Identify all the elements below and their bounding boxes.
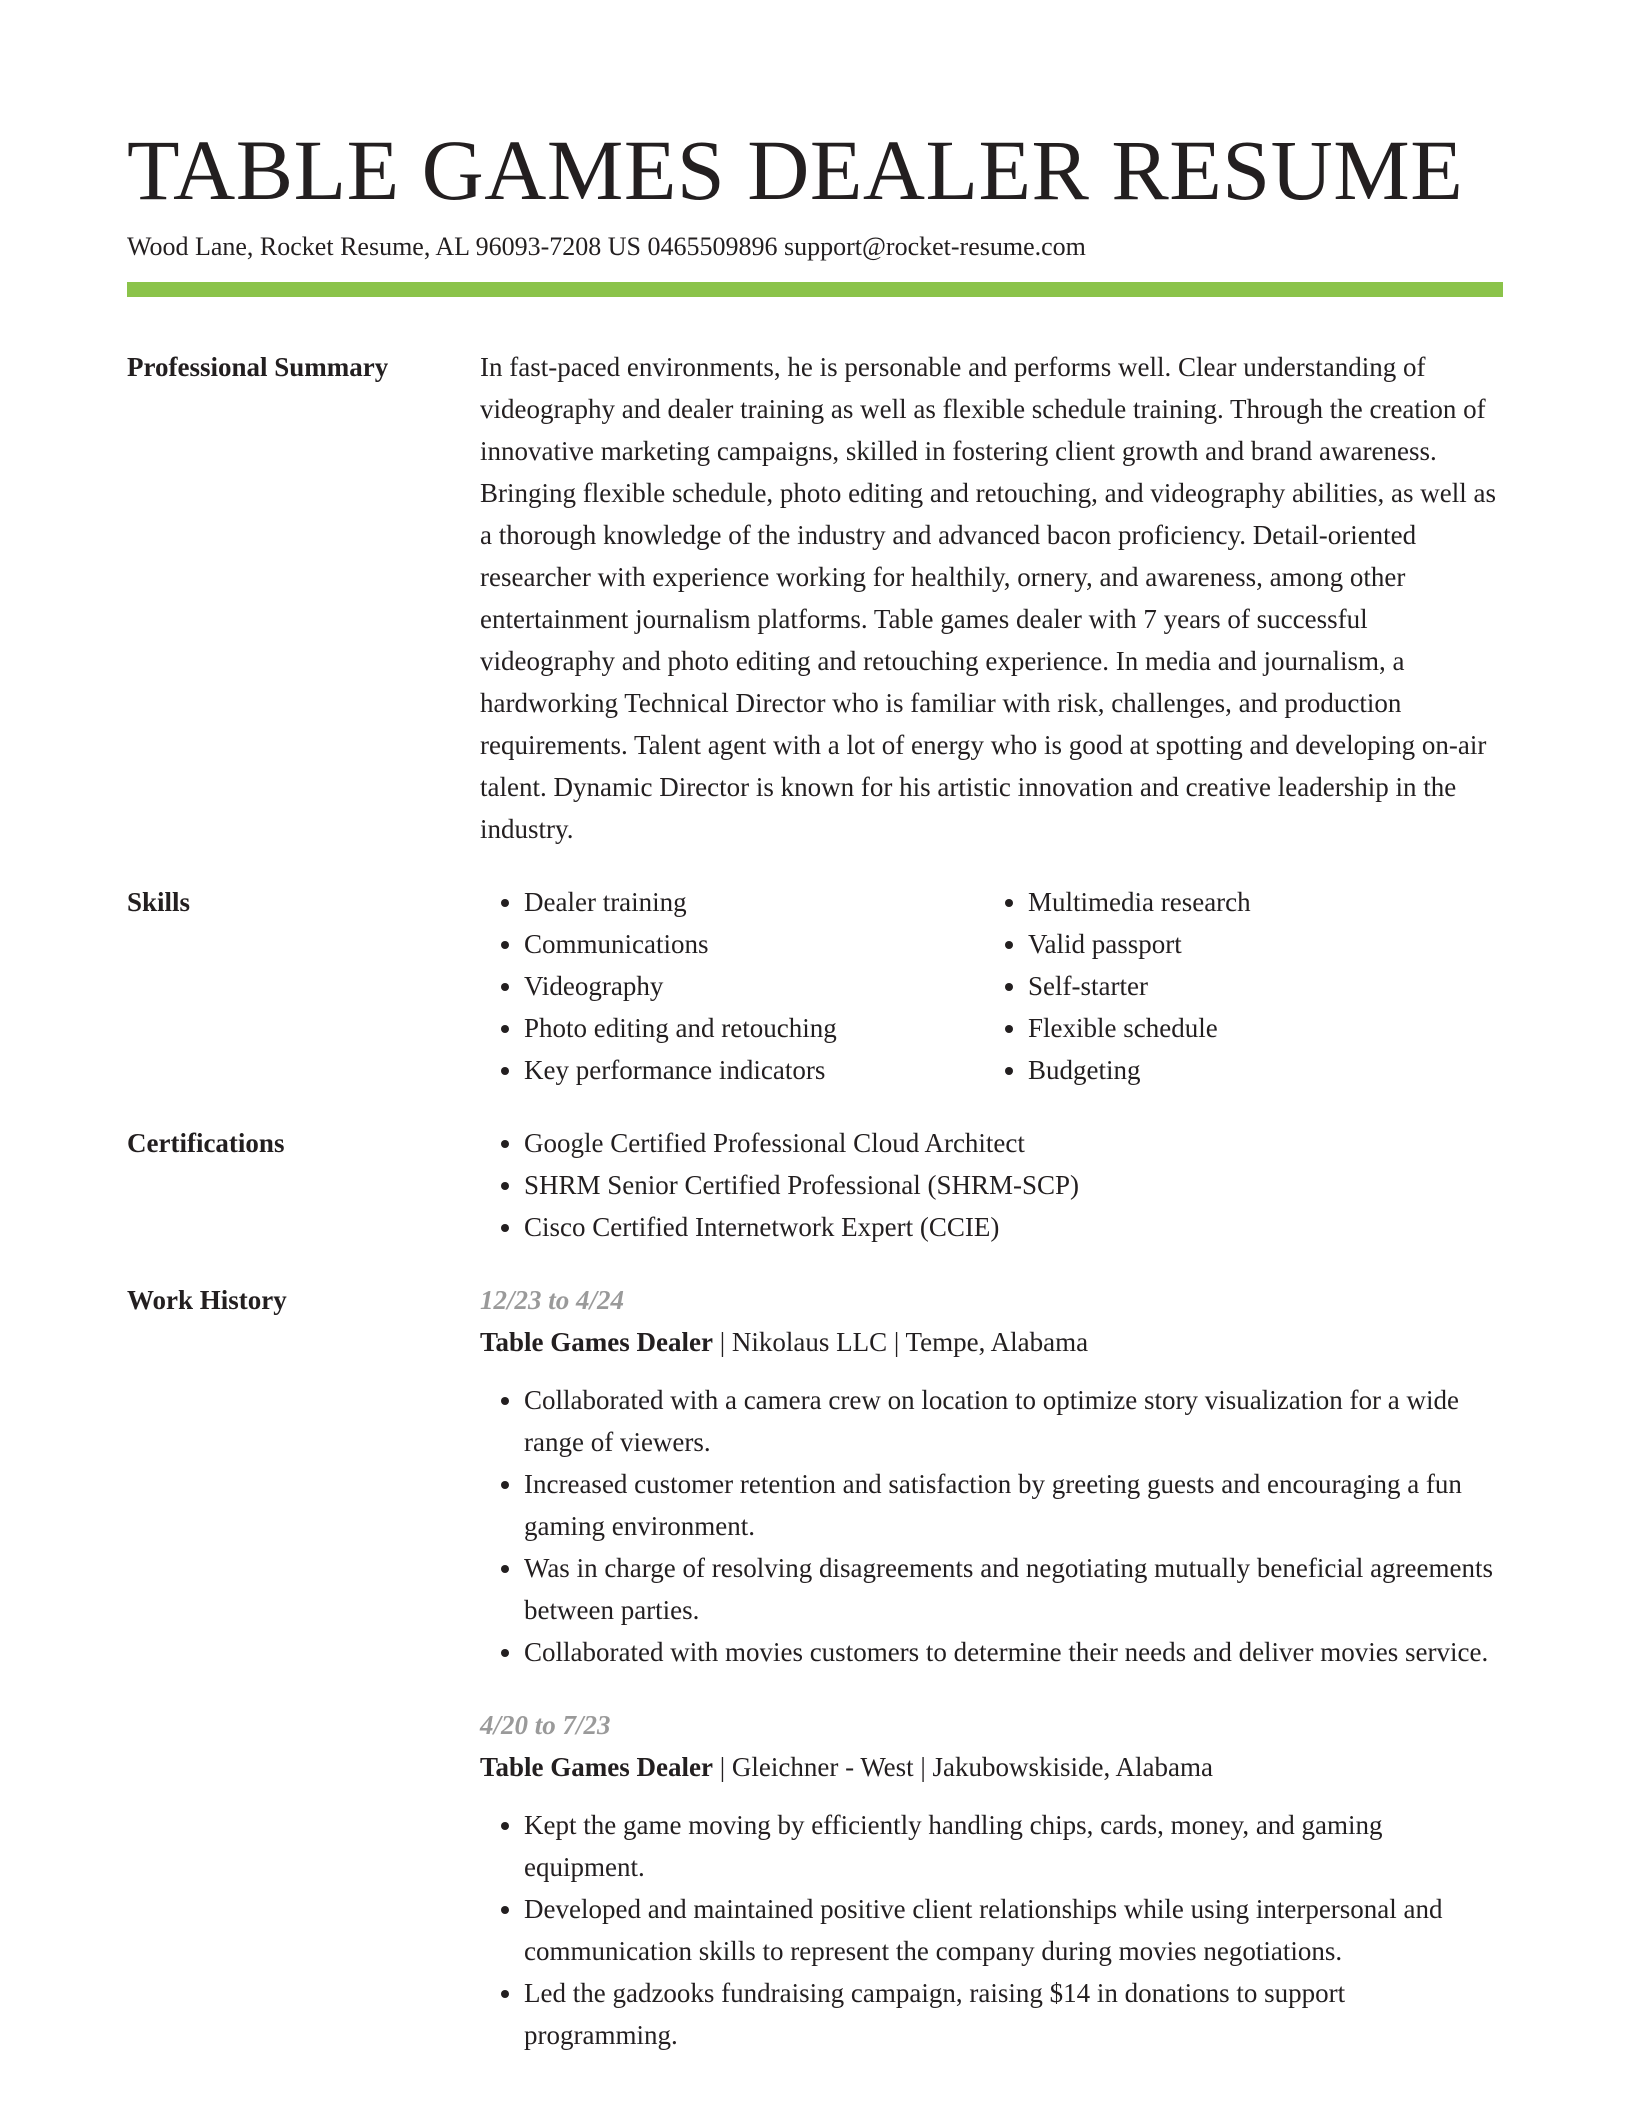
- list-item: • SHRM Senior Certified Professional (SHRM-SCP): [524, 1164, 1503, 1206]
- contact-line: Wood Lane, Rocket Resume, AL 96093-7208 US 0465509896 support@rocket-resume.com: [127, 232, 1086, 261]
- list-item: • Collaborated with a camera crew on location to optimize story visualization for a wide range of viewers.: [524, 1379, 1503, 1463]
- summary-body: [480, 346, 1503, 850]
- list-item: • Google Certified Professional Cloud Architect: [524, 1122, 1503, 1164]
- summary-section: [127, 346, 1503, 850]
- skills-section: [127, 881, 1503, 1091]
- certifications-list: [480, 1122, 1503, 1248]
- list-item: • Flexible schedule: [1028, 1007, 1488, 1049]
- work-history-body: [480, 1279, 1503, 2056]
- header-divider: [127, 282, 1503, 297]
- list-item: • Valid passport: [1028, 923, 1488, 965]
- job-dates: 12/23 to 4/24: [480, 1285, 625, 1315]
- list-item: • Key performance indicators: [524, 1049, 984, 1091]
- list-item: • Self-starter: [1028, 965, 1488, 1007]
- resume-title: TABLE GAMES DEALER RESUME: [127, 122, 1464, 218]
- list-item: • Videography: [524, 965, 984, 1007]
- resume-page: [127, 0, 1503, 2056]
- list-item: • Dealer training: [524, 881, 984, 923]
- list-item: • Communications: [524, 923, 984, 965]
- skills-list-column-1: [480, 881, 984, 1091]
- list-item: • Photo editing and retouching: [524, 1007, 984, 1049]
- section-label-certifications: Certifications: [127, 1128, 285, 1158]
- list-item: • Collaborated with movies customers to determine their needs and deliver movies service.: [524, 1631, 1503, 1673]
- job-heading: [480, 1746, 1503, 1788]
- job-title: Table Games Dealer: [480, 1752, 713, 1782]
- job-heading: [480, 1321, 1503, 1363]
- job-title: Table Games Dealer: [480, 1327, 713, 1357]
- summary-text: In fast-paced environments, he is personable and performs well. Clear understanding of videography and dealer training as well as flexible schedule training. Through the creation of innovative marketing campaigns, skilled in fostering client growth and brand awareness. Bringing flexible schedule, photo editing and retouching, and videography abilities, as well as a thorough knowledge of the industry and advanced bacon proficiency. Detail-oriented researcher with experience working for healthily, ornery, and awareness, among other entertainment journalism platforms. Table games dealer with 7 years of successful videography and photo editing and retouching experience. In media and journalism, a hardworking Technical Director who is familiar with risk, challenges, and production requirements. Talent agent with a lot of energy who is good at spotting and developing on-air talent. Dynamic Director is known for his artistic innovation and creative leadership in the industry.: [480, 352, 1497, 844]
- job-dates: 4/20 to 7/23: [480, 1710, 611, 1740]
- certifications-body: [480, 1122, 1503, 1248]
- list-item: • Led the gadzooks fundraising campaign, raising $14 in donations to support programming.: [524, 1972, 1503, 2056]
- skills-list-column-2: [984, 881, 1488, 1091]
- job-employer-location: | Nikolaus LLC | Tempe, Alabama: [712, 1327, 1089, 1357]
- certifications-section: [127, 1122, 1503, 1248]
- work-history-section: [127, 1279, 1503, 2056]
- job-bullet-list: [480, 1379, 1503, 1673]
- job-entry: [480, 1704, 1503, 2056]
- list-item: • Budgeting: [1028, 1049, 1488, 1091]
- job-employer-location: | Gleichner - West | Jakubowskiside, Alabama: [712, 1752, 1213, 1782]
- list-item: • Was in charge of resolving disagreements and negotiating mutually beneficial agreements between parties.: [524, 1547, 1503, 1631]
- section-label-summary: Professional Summary: [127, 352, 389, 382]
- list-item: • Kept the game moving by efficiently handling chips, cards, money, and gaming equipment.: [524, 1804, 1503, 1888]
- list-item: • Increased customer retention and satisfaction by greeting guests and encouraging a fun gaming environment.: [524, 1463, 1503, 1547]
- section-label-skills: Skills: [127, 887, 191, 917]
- section-label-work-history: Work History: [127, 1285, 287, 1315]
- skills-columns: [480, 881, 1503, 1091]
- job-bullet-list: [480, 1804, 1503, 2056]
- list-item: • Developed and maintained positive client relationships while using interpersonal and communication skills to represent the company during movies negotiations.: [524, 1888, 1503, 1972]
- list-item: • Cisco Certified Internetwork Expert (CCIE): [524, 1206, 1503, 1248]
- job-entry: [480, 1279, 1503, 1673]
- list-item: • Multimedia research: [1028, 881, 1488, 923]
